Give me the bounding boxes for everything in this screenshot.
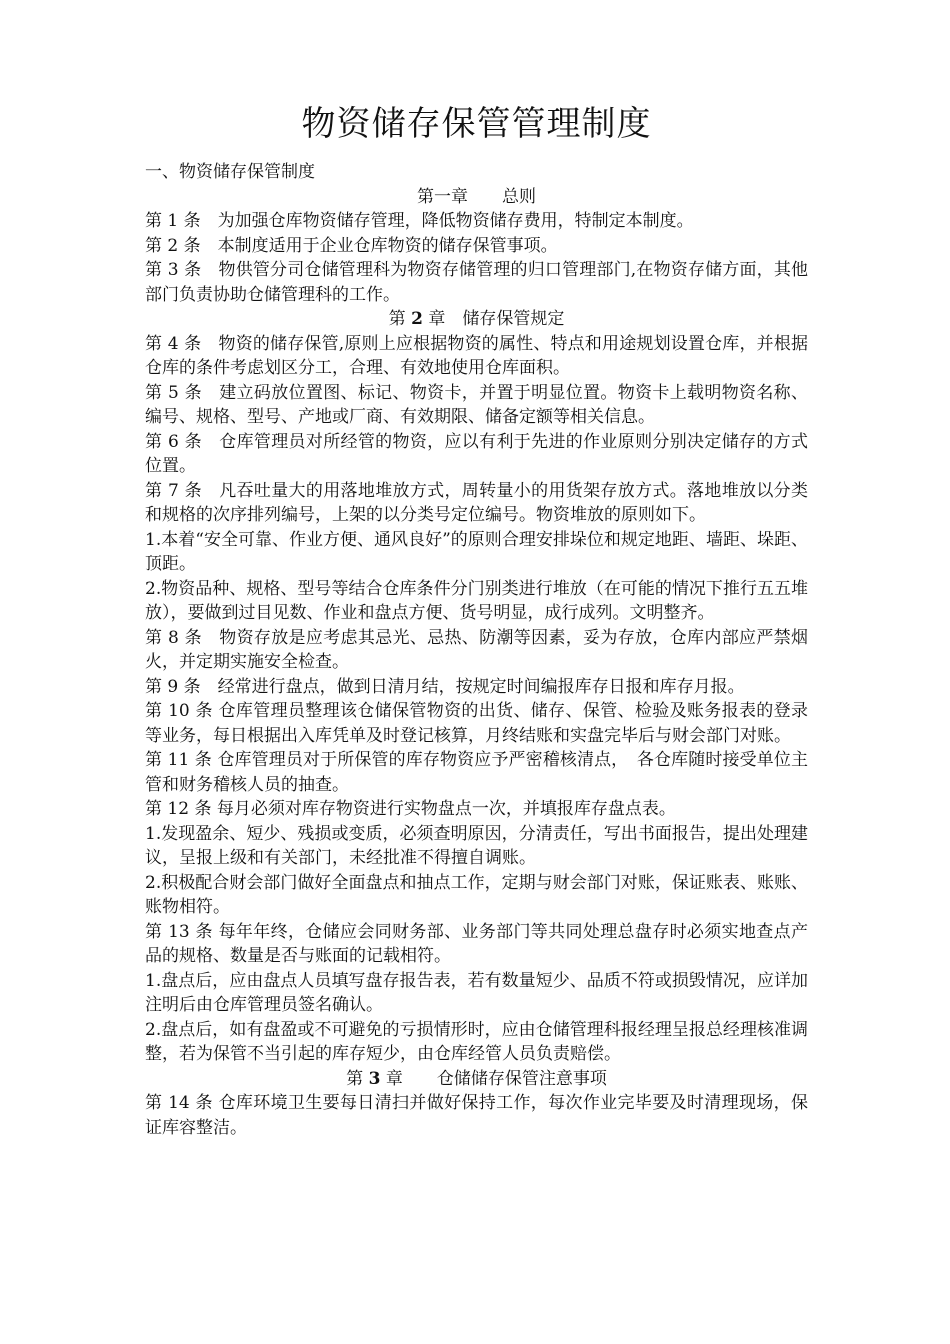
article-2: 第 2 条 本制度适用于企业仓库物资的储存保管事项。 bbox=[145, 235, 558, 256]
chapter-2-title: 章 储存保管规定 bbox=[428, 309, 565, 329]
article-13-item-1: 1.盘点后，应由盘点人员填写盘存报告表，若有数量短少、品质不符或损毁情况，应详加注明后由仓库管理员签名确认。 bbox=[145, 970, 808, 1015]
article-7: 第 7 条 凡吞吐量大的用落地堆放方式，周转量小的用货架存放方式。落地堆放以分类和规格的次序排列编号，上架的以分类号定位编号。物资堆放的原则如下。 bbox=[145, 480, 808, 525]
chapter-2-prefix: 第 bbox=[388, 309, 406, 329]
article-10: 第 10 条 仓库管理员整理该仓储保管物资的出货、储存、保管、检验及账务报表的登录等业务，每日根据出入库凭单及时登记核算，月终结账和实盘完毕后与财会部门对账。 bbox=[145, 701, 808, 746]
article-3: 第 3 条 物供管分司仓储管理科为物资存储管理的归口管理部门,在物资存储方面，其他部门负责协助仓储管理科的工作。 bbox=[145, 260, 808, 305]
article-7-item-1: 1.本着“安全可靠、作业方便、通风良好”的原则合理安排垛位和规定地距、墙距、垛距、顶距。 bbox=[145, 529, 808, 574]
article-6: 第 6 条 仓库管理员对所经管的物资，应以有利于先进的作业原则分别决定储存的方式位置。 bbox=[145, 431, 808, 476]
chapter-1-heading: 第一章 总则 bbox=[417, 186, 536, 207]
chapter-3-prefix: 第 bbox=[346, 1068, 364, 1089]
article-1: 第 1 条 为加强仓库物资储存管理，降低物资储存费用，特制定本制度。 bbox=[145, 211, 694, 231]
article-13-item-2: 2.盘点后，如有盘盈或不可避免的亏损情形时，应由仓储管理科报经理呈报总经理核准调整，若为保管不当引起的库存短少，由仓库经管人员负责赔偿。 bbox=[145, 1019, 808, 1064]
chapter-3-title: 章 仓储储存保管注意事项 bbox=[385, 1068, 607, 1089]
article-14: 第 14 条 仓库环境卫生要每日清扫并做好保持工作，每次作业完毕要及时清理现场，保证库容整洁。 bbox=[145, 1093, 808, 1138]
article-4: 第 4 条 物资的储存保管,原则上应根据物资的属性、特点和用途规划设置仓库，并根据仓库的条件考虑划区分工，合理、有效地使用仓库面积。 bbox=[145, 333, 808, 378]
article-12: 第 12 条 每月必须对库存物资进行实物盘点一次，并填报库存盘点表。 bbox=[145, 799, 676, 819]
chapter-2-heading bbox=[145, 307, 808, 332]
article-9: 第 9 条 经常进行盘点，做到日清月结，按规定时间编报库存日报和库存月报。 bbox=[145, 676, 745, 697]
article-13: 第 13 条 每年年终，仓储应会同财务部、业务部门等共同处理总盘存时必须实地查点产品的规格、数量是否与账面的记载相符。 bbox=[145, 921, 808, 966]
document-page bbox=[145, 100, 808, 1140]
article-12-item-2: 2.积极配合财会部门做好全面盘点和抽点工作，定期与财会部门对账，保证账表、账账、账物相符。 bbox=[145, 872, 808, 917]
article-8: 第 8 条 物资存放是应考虑其忌光、忌热、防潮等因素，妥为存放，仓库内部应严禁烟火，并定期实施安全检查。 bbox=[145, 627, 808, 672]
article-5: 第 5 条 建立码放位置图、标记、物资卡，并置于明显位置。物资卡上载明物资名称、编号、规格、型号、产地或厂商、有效期限、储备定额等相关信息。 bbox=[145, 382, 808, 427]
document-title: 物资储存保管管理制度 bbox=[301, 104, 652, 144]
article-12-item-1: 1.发现盈余、短少、残损或变质，必须查明原因，分清责任，写出书面报告，提出处理建议，呈报上级和有关部门，未经批准不得擅自调账。 bbox=[145, 823, 808, 868]
chapter-3-heading bbox=[145, 1067, 808, 1092]
chapter-2-number: 2 bbox=[411, 309, 423, 329]
article-7-item-2: 2.物资品种、规格、型号等结合仓库条件分门别类进行堆放（在可能的情况下推行五五堆放），要做到过目见数、作业和盘点方便、货号明显，成行成列。文明整齐。 bbox=[145, 578, 808, 623]
section-heading: 一、物资储存保管制度 bbox=[145, 162, 315, 182]
chapter-3-number: 3 bbox=[368, 1068, 381, 1089]
article-11: 第 11 条 仓库管理员对于所保管的库存物资应予严密稽核清点， 各仓库随时接受单位主管和财务稽核人员的抽查。 bbox=[145, 750, 808, 795]
